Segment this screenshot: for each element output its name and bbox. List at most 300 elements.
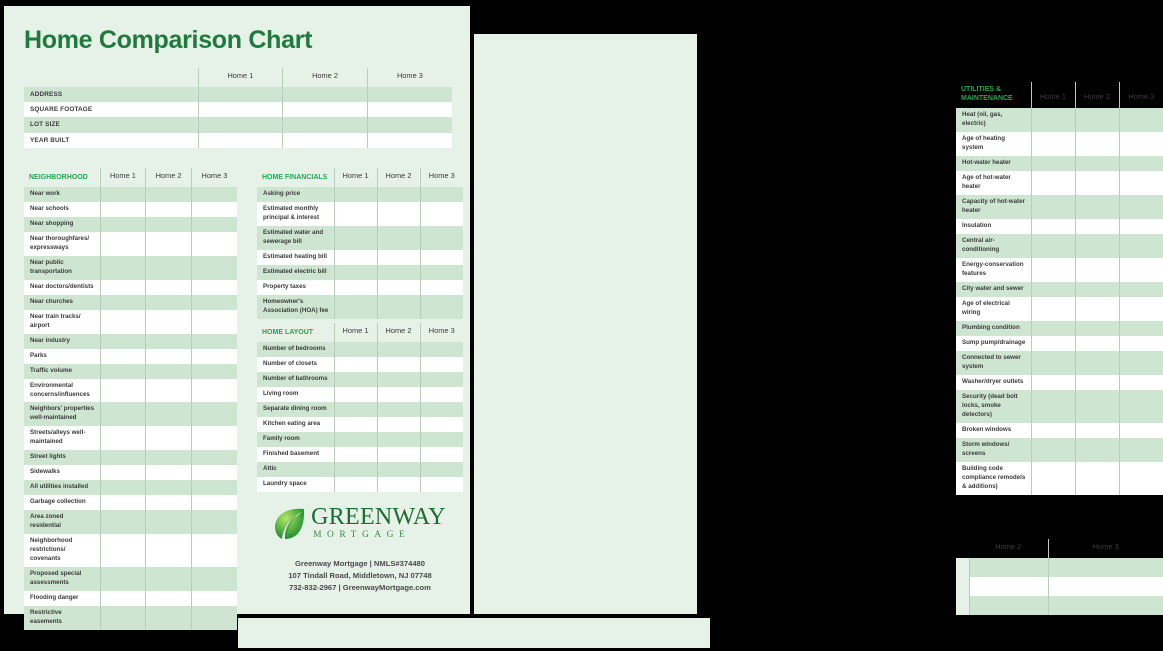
utilities-row-label: Building code compliance remodels & additions) — [956, 462, 1031, 495]
financials-cell-home3[interactable] — [420, 250, 463, 265]
utilities-cell-home2[interactable] — [1075, 390, 1119, 423]
utilities-row-label: Age of heating system — [956, 132, 1031, 156]
stub-blank-header — [956, 539, 969, 558]
basics-table-body — [24, 87, 452, 148]
neighborhood-cell-home2[interactable] — [146, 187, 192, 202]
utilities-cell-home1[interactable] — [1031, 195, 1075, 219]
utilities-cell-home3[interactable] — [1119, 108, 1163, 132]
basics-cell-home2[interactable] — [283, 133, 368, 148]
neighborhood-row — [24, 256, 237, 280]
neighborhood-cell-home2[interactable] — [146, 256, 192, 280]
neighborhood-cell-home3[interactable] — [191, 256, 237, 280]
basics-cell-home3[interactable] — [367, 102, 452, 117]
utilities-cell-home1[interactable] — [1031, 390, 1075, 423]
stub-row — [956, 577, 1163, 596]
layout-cell-home2[interactable] — [377, 372, 420, 387]
neighborhood-row-label: Traffic volume — [24, 364, 100, 379]
neighborhood-cell-home1[interactable] — [100, 510, 146, 534]
financials-row-label: Estimated water and sewerage bill — [257, 226, 334, 250]
logo-wordmark: GREENWAY — [311, 504, 446, 531]
neighborhood-cell-home2[interactable] — [146, 280, 192, 295]
utilities-cell-home2[interactable] — [1075, 132, 1119, 156]
basics-cell-home1[interactable] — [198, 117, 283, 132]
utilities-cell-home3[interactable] — [1119, 375, 1163, 390]
utilities-cell-home1[interactable] — [1031, 351, 1075, 375]
neighborhood-row — [24, 567, 237, 591]
layout-heading: HOME LAYOUT — [262, 328, 314, 336]
financials-cell-home3[interactable] — [420, 280, 463, 295]
neighborhood-cell-home3[interactable] — [191, 202, 237, 217]
layout-header-home3: Home 3 — [420, 323, 463, 342]
layout-row-label: Living room — [257, 387, 334, 402]
neighborhood-cell-home2[interactable] — [146, 232, 192, 256]
financials-cell-home2[interactable] — [377, 265, 420, 280]
financials-row — [257, 250, 463, 265]
neighborhood-row-label: Near doctors/dentists — [24, 280, 100, 295]
layout-cell-home1[interactable] — [334, 477, 377, 492]
financials-cell-home2[interactable] — [377, 250, 420, 265]
neighborhood-cell-home2[interactable] — [146, 334, 192, 349]
neighborhood-row-label: Near thoroughfares/ expressways — [24, 232, 100, 256]
neighborhood-cell-home1[interactable] — [100, 349, 146, 364]
neighborhood-row-label: Parks — [24, 349, 100, 364]
layout-cell-home3[interactable] — [420, 387, 463, 402]
neighborhood-row — [24, 426, 237, 450]
stub-row-gutter — [956, 577, 969, 596]
neighborhood-cell-home3[interactable] — [191, 232, 237, 256]
utilities-cell-home1[interactable] — [1031, 171, 1075, 195]
basics-cell-home2[interactable] — [283, 87, 368, 102]
neighborhood-cell-home2[interactable] — [146, 450, 192, 465]
layout-cell-home3[interactable] — [420, 447, 463, 462]
financials-row — [257, 265, 463, 280]
neighborhood-row-label: Street lights — [24, 450, 100, 465]
neighborhood-cell-home3[interactable] — [191, 280, 237, 295]
utilities-cell-home2[interactable] — [1075, 438, 1119, 462]
utilities-row — [956, 156, 1163, 171]
stub-cell-home2[interactable] — [969, 558, 1048, 577]
utilities-cell-home1[interactable] — [1031, 282, 1075, 297]
stub-cell-home2[interactable] — [969, 596, 1048, 615]
neighborhood-cell-home1[interactable] — [100, 379, 146, 403]
neighborhood-cell-home1[interactable] — [100, 295, 146, 310]
footer-contact-block — [257, 558, 463, 593]
layout-cell-home1[interactable] — [334, 432, 377, 447]
layout-cell-home3[interactable] — [420, 417, 463, 432]
footer-line-company: Greenway Mortgage | NMLS#374480 — [294, 559, 425, 568]
stub-cell-home3[interactable] — [1048, 577, 1163, 596]
neighborhood-cell-home3[interactable] — [191, 534, 237, 567]
financials-row-label: Property taxes — [257, 280, 334, 295]
basics-row-label: YEAR BUILT — [24, 133, 198, 148]
layout-header-home1: Home 1 — [334, 323, 377, 342]
utilities-cell-home1[interactable] — [1031, 132, 1075, 156]
utilities-row-label: Storm windows/ screens — [956, 438, 1031, 462]
utilities-cell-home2[interactable] — [1075, 462, 1119, 495]
neighborhood-cell-home1[interactable] — [100, 606, 146, 630]
neighborhood-cell-home1[interactable] — [100, 364, 146, 379]
neighborhood-cell-home1[interactable] — [100, 334, 146, 349]
neighborhood-cell-home1[interactable] — [100, 450, 146, 465]
layout-cell-home1[interactable] — [334, 417, 377, 432]
utilities-row — [956, 351, 1163, 375]
neighborhood-cell-home3[interactable] — [191, 217, 237, 232]
basics-row — [24, 117, 452, 132]
financials-cell-home3[interactable] — [420, 226, 463, 250]
neighborhood-cell-home1[interactable] — [100, 202, 146, 217]
basics-cell-home1[interactable] — [198, 133, 283, 148]
neighborhood-cell-home3[interactable] — [191, 187, 237, 202]
utilities-row-label: Insulation — [956, 219, 1031, 234]
neighborhood-row-label: Garbage collection — [24, 495, 100, 510]
layout-cell-home1[interactable] — [334, 387, 377, 402]
basics-cell-home1[interactable] — [198, 102, 283, 117]
stub-row — [956, 558, 1163, 577]
neighborhood-cell-home2[interactable] — [146, 426, 192, 450]
utilities-cell-home2[interactable] — [1075, 423, 1119, 438]
financials-cell-home3[interactable] — [420, 202, 463, 226]
utilities-cell-home2[interactable] — [1075, 297, 1119, 321]
layout-row-label: Number of closets — [257, 357, 334, 372]
layout-row-label: Family room — [257, 432, 334, 447]
neighborhood-cell-home3[interactable] — [191, 334, 237, 349]
neighborhood-cell-home3[interactable] — [191, 591, 237, 606]
neighborhood-cell-home3[interactable] — [191, 349, 237, 364]
neighborhood-header-home2: Home 2 — [146, 168, 192, 187]
neighborhood-cell-home1[interactable] — [100, 591, 146, 606]
neighborhood-cell-home2[interactable] — [146, 510, 192, 534]
utilities-cell-home1[interactable] — [1031, 336, 1075, 351]
layout-cell-home2[interactable] — [377, 402, 420, 417]
neighborhood-cell-home3[interactable] — [191, 465, 237, 480]
neighborhood-row-label: Near train tracks/ airport — [24, 310, 100, 334]
page-right — [474, 34, 1155, 614]
utilities-row-label: Energy-conservation features — [956, 258, 1031, 282]
basics-row-label: SQUARE FOOTAGE — [24, 102, 198, 117]
neighborhood-cell-home2[interactable] — [146, 606, 192, 630]
layout-row — [257, 432, 463, 447]
financials-cell-home2[interactable] — [377, 280, 420, 295]
financials-table — [257, 168, 463, 319]
basics-header-home3: Home 3 — [367, 68, 452, 87]
utilities-table — [956, 82, 1163, 495]
neighborhood-row — [24, 217, 237, 232]
utilities-cell-home3[interactable] — [1119, 234, 1163, 258]
layout-cell-home2[interactable] — [377, 462, 420, 477]
utilities-cell-home2[interactable] — [1075, 351, 1119, 375]
utilities-cell-home2[interactable] — [1075, 195, 1119, 219]
basics-cell-home3[interactable] — [367, 87, 452, 102]
utilities-row — [956, 375, 1163, 390]
utilities-cell-home1[interactable] — [1031, 297, 1075, 321]
neighborhood-header-home1: Home 1 — [100, 168, 146, 187]
utilities-cell-home1[interactable] — [1031, 234, 1075, 258]
neighborhood-cell-home3[interactable] — [191, 364, 237, 379]
utilities-cell-home3[interactable] — [1119, 132, 1163, 156]
utilities-cell-home2[interactable] — [1075, 171, 1119, 195]
neighborhood-cell-home2[interactable] — [146, 495, 192, 510]
neighborhood-cell-home3[interactable] — [191, 510, 237, 534]
layout-cell-home3[interactable] — [420, 432, 463, 447]
financials-cell-home1[interactable] — [334, 187, 377, 202]
neighborhood-cell-home3[interactable] — [191, 426, 237, 450]
neighborhood-cell-home3[interactable] — [191, 379, 237, 403]
page-title: Home Comparison Chart — [24, 26, 313, 54]
neighborhood-row — [24, 364, 237, 379]
financials-cell-home2[interactable] — [377, 202, 420, 226]
layout-cell-home3[interactable] — [420, 462, 463, 477]
stub-row-gutter — [956, 596, 969, 615]
utilities-cell-home2[interactable] — [1075, 234, 1119, 258]
neighborhood-row-label: Flooding danger — [24, 591, 100, 606]
neighborhood-row-label: Neighborhood restrictions/ covenants — [24, 534, 100, 567]
neighborhood-row — [24, 334, 237, 349]
basics-row — [24, 102, 452, 117]
neighborhood-cell-home1[interactable] — [100, 232, 146, 256]
stub-cell-home3[interactable] — [1048, 558, 1163, 577]
utilities-cell-home3[interactable] — [1119, 156, 1163, 171]
neighborhood-cell-home2[interactable] — [146, 310, 192, 334]
utilities-cell-home3[interactable] — [1119, 321, 1163, 336]
utilities-cell-home2[interactable] — [1075, 375, 1119, 390]
financials-cell-home3[interactable] — [420, 265, 463, 280]
financials-header-home1: Home 1 — [334, 168, 377, 187]
utilities-row — [956, 390, 1163, 423]
layout-cell-home2[interactable] — [377, 477, 420, 492]
neighborhood-cell-home3[interactable] — [191, 310, 237, 334]
neighborhood-row — [24, 310, 237, 334]
neighborhood-cell-home1[interactable] — [100, 567, 146, 591]
neighborhood-row — [24, 495, 237, 510]
utilities-cell-home1[interactable] — [1031, 108, 1075, 132]
layout-cell-home3[interactable] — [420, 357, 463, 372]
financials-cell-home1[interactable] — [334, 226, 377, 250]
utilities-cell-home2[interactable] — [1075, 321, 1119, 336]
neighborhood-cell-home1[interactable] — [100, 465, 146, 480]
page-third-partial — [238, 618, 710, 648]
basics-row — [24, 87, 452, 102]
utilities-cell-home3[interactable] — [1119, 258, 1163, 282]
utilities-row — [956, 195, 1163, 219]
layout-table-body — [257, 342, 463, 492]
layout-cell-home2[interactable] — [377, 417, 420, 432]
financials-cell-home2[interactable] — [377, 226, 420, 250]
utilities-cell-home3[interactable] — [1119, 462, 1163, 495]
utilities-cell-home2[interactable] — [1075, 258, 1119, 282]
layout-cell-home3[interactable] — [420, 477, 463, 492]
financials-cell-home2[interactable] — [377, 187, 420, 202]
neighborhood-row-label: All utilities installed — [24, 480, 100, 495]
layout-cell-home2[interactable] — [377, 387, 420, 402]
neighborhood-cell-home3[interactable] — [191, 450, 237, 465]
neighborhood-row-label: Environmental concerns/influences — [24, 379, 100, 403]
financials-cell-home3[interactable] — [420, 295, 463, 319]
basics-cell-home3[interactable] — [367, 117, 452, 132]
neighborhood-cell-home3[interactable] — [191, 295, 237, 310]
financials-row-label: Asking price — [257, 187, 334, 202]
neighborhood-heading: NEIGHBORHOOD — [29, 173, 88, 181]
financials-cell-home1[interactable] — [334, 202, 377, 226]
utilities-cell-home1[interactable] — [1031, 156, 1075, 171]
utilities-cell-home3[interactable] — [1119, 195, 1163, 219]
neighborhood-row — [24, 534, 237, 567]
neighborhood-row — [24, 379, 237, 403]
utilities-cell-home1[interactable] — [1031, 462, 1075, 495]
layout-row — [257, 342, 463, 357]
layout-row — [257, 372, 463, 387]
utilities-cell-home1[interactable] — [1031, 438, 1075, 462]
financials-cell-home1[interactable] — [334, 265, 377, 280]
neighborhood-cell-home1[interactable] — [100, 256, 146, 280]
utilities-cell-home1[interactable] — [1031, 219, 1075, 234]
utilities-table-body — [956, 108, 1163, 495]
neighborhood-cell-home2[interactable] — [146, 202, 192, 217]
layout-row — [257, 462, 463, 477]
utilities-row-label: Connected to sewer system — [956, 351, 1031, 375]
layout-row-label: Number of bathrooms — [257, 372, 334, 387]
neighborhood-row-label: Sidewalks — [24, 465, 100, 480]
neighborhood-cell-home3[interactable] — [191, 402, 237, 426]
neighborhood-cell-home1[interactable] — [100, 426, 146, 450]
utilities-row-label: Age of electrical wiring — [956, 297, 1031, 321]
neighborhood-row-label: Proposed special assessments — [24, 567, 100, 591]
utilities-cell-home2[interactable] — [1075, 108, 1119, 132]
leaf-icon — [274, 506, 306, 540]
utilities-cell-home3[interactable] — [1119, 438, 1163, 462]
utilities-cell-home2[interactable] — [1075, 336, 1119, 351]
layout-cell-home2[interactable] — [377, 357, 420, 372]
neighborhood-cell-home1[interactable] — [100, 217, 146, 232]
neighborhood-cell-home1[interactable] — [100, 310, 146, 334]
layout-cell-home2[interactable] — [377, 342, 420, 357]
layout-cell-home3[interactable] — [420, 402, 463, 417]
financials-cell-home2[interactable] — [377, 295, 420, 319]
layout-cell-home3[interactable] — [420, 342, 463, 357]
utilities-cell-home2[interactable] — [1075, 219, 1119, 234]
utilities-cell-home2[interactable] — [1075, 156, 1119, 171]
utilities-cell-home1[interactable] — [1031, 423, 1075, 438]
utilities-cell-home1[interactable] — [1031, 321, 1075, 336]
neighborhood-cell-home2[interactable] — [146, 465, 192, 480]
stub-cell-home2[interactable] — [969, 577, 1048, 596]
financials-row-label: Estimated electric bill — [257, 265, 334, 280]
utilities-cell-home3[interactable] — [1119, 351, 1163, 375]
neighborhood-cell-home1[interactable] — [100, 280, 146, 295]
financials-cell-home1[interactable] — [334, 295, 377, 319]
neighborhood-row — [24, 480, 237, 495]
neighborhood-cell-home1[interactable] — [100, 187, 146, 202]
utilities-cell-home1[interactable] — [1031, 258, 1075, 282]
financials-cell-home1[interactable] — [334, 250, 377, 265]
neighborhood-cell-home1[interactable] — [100, 402, 146, 426]
neighborhood-cell-home2[interactable] — [146, 591, 192, 606]
neighborhood-cell-home2[interactable] — [146, 534, 192, 567]
neighborhood-cell-home1[interactable] — [100, 480, 146, 495]
basics-header-home1: Home 1 — [198, 68, 283, 87]
utilities-cell-home3[interactable] — [1119, 171, 1163, 195]
neighborhood-cell-home2[interactable] — [146, 349, 192, 364]
financials-row — [257, 202, 463, 226]
utilities-row — [956, 219, 1163, 234]
layout-cell-home1[interactable] — [334, 462, 377, 477]
neighborhood-cell-home2[interactable] — [146, 402, 192, 426]
neighborhood-row — [24, 591, 237, 606]
neighborhood-row-label: Near churches — [24, 295, 100, 310]
neighborhood-cell-home2[interactable] — [146, 217, 192, 232]
neighborhood-row — [24, 465, 237, 480]
layout-row-label: Separate dining room — [257, 402, 334, 417]
layout-cell-home1[interactable] — [334, 372, 377, 387]
neighborhood-cell-home3[interactable] — [191, 567, 237, 591]
utilities-row-label: Washer/dryer outlets — [956, 375, 1031, 390]
utilities-cell-home3[interactable] — [1119, 219, 1163, 234]
utilities-cell-home3[interactable] — [1119, 336, 1163, 351]
basics-row — [24, 133, 452, 148]
layout-cell-home2[interactable] — [377, 447, 420, 462]
basics-cell-home2[interactable] — [283, 102, 368, 117]
financials-row — [257, 187, 463, 202]
layout-row — [257, 477, 463, 492]
utilities-cell-home3[interactable] — [1119, 297, 1163, 321]
layout-table — [257, 323, 463, 492]
utilities-cell-home2[interactable] — [1075, 282, 1119, 297]
financials-row-label: Estimated monthly principal & interest — [257, 202, 334, 226]
stub-header-home2: Home 2 — [995, 542, 1022, 551]
neighborhood-row — [24, 349, 237, 364]
neighborhood-table-body — [24, 187, 237, 630]
financials-row-label: Estimated heating bill — [257, 250, 334, 265]
basics-cell-home3[interactable] — [367, 133, 452, 148]
financials-cell-home3[interactable] — [420, 187, 463, 202]
neighborhood-row-label: Near work — [24, 187, 100, 202]
utilities-cell-home3[interactable] — [1119, 282, 1163, 297]
basics-table — [24, 68, 452, 148]
layout-cell-home3[interactable] — [420, 372, 463, 387]
neighborhood-cell-home1[interactable] — [100, 534, 146, 567]
neighborhood-cell-home2[interactable] — [146, 567, 192, 591]
basics-cell-home1[interactable] — [198, 87, 283, 102]
utilities-cell-home3[interactable] — [1119, 423, 1163, 438]
utilities-row — [956, 282, 1163, 297]
layout-cell-home2[interactable] — [377, 432, 420, 447]
layout-cell-home1[interactable] — [334, 342, 377, 357]
utilities-heading: UTILITIES & MAINTENANCE — [961, 86, 1013, 103]
utilities-cell-home3[interactable] — [1119, 390, 1163, 423]
neighborhood-cell-home3[interactable] — [191, 495, 237, 510]
utilities-row-label: Broken windows — [956, 423, 1031, 438]
financials-cell-home1[interactable] — [334, 280, 377, 295]
neighborhood-cell-home3[interactable] — [191, 480, 237, 495]
basics-cell-home2[interactable] — [283, 117, 368, 132]
utilities-row — [956, 171, 1163, 195]
layout-cell-home1[interactable] — [334, 447, 377, 462]
neighborhood-cell-home1[interactable] — [100, 495, 146, 510]
neighborhood-cell-home2[interactable] — [146, 379, 192, 403]
neighborhood-row-label: Area zoned residential — [24, 510, 100, 534]
layout-cell-home1[interactable] — [334, 402, 377, 417]
financials-row — [257, 280, 463, 295]
neighborhood-cell-home3[interactable] — [191, 606, 237, 630]
utilities-row-label: Hot-water heater — [956, 156, 1031, 171]
utilities-row-label: City water and sewer — [956, 282, 1031, 297]
neighborhood-cell-home2[interactable] — [146, 480, 192, 495]
neighborhood-cell-home2[interactable] — [146, 295, 192, 310]
utilities-cell-home1[interactable] — [1031, 375, 1075, 390]
utilities-row — [956, 462, 1163, 495]
stub-cell-home3[interactable] — [1048, 596, 1163, 615]
layout-cell-home1[interactable] — [334, 357, 377, 372]
neighborhood-cell-home2[interactable] — [146, 364, 192, 379]
